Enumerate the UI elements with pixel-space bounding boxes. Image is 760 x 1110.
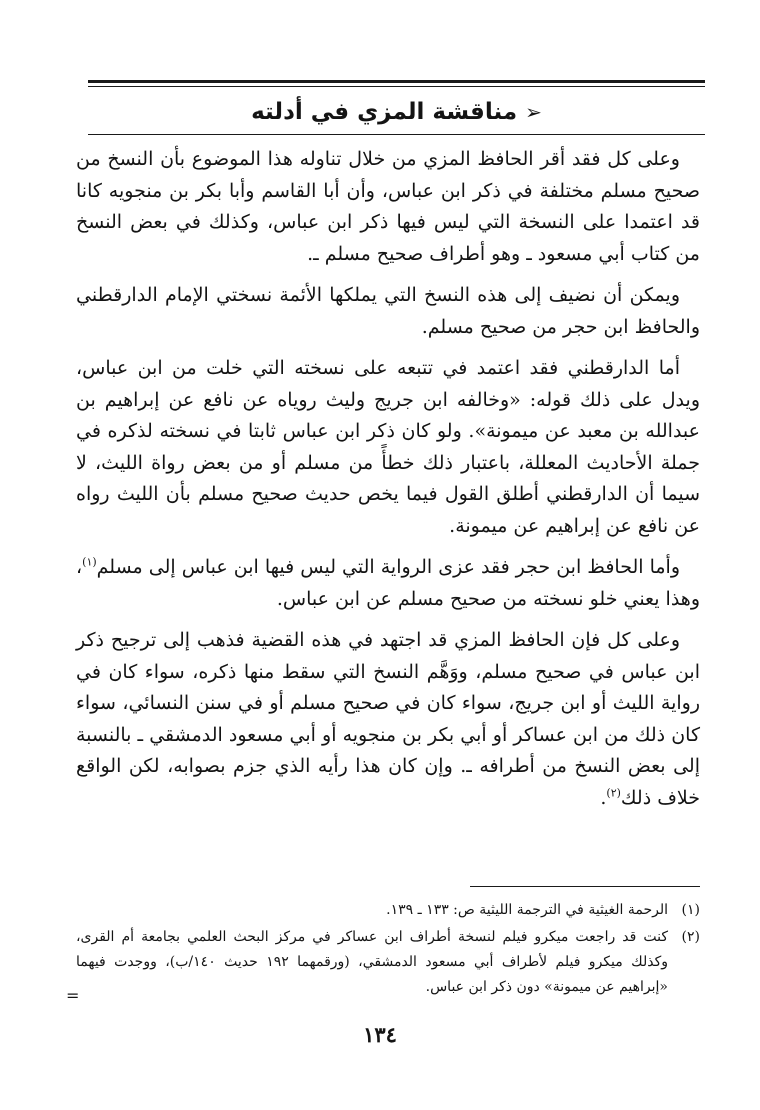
footnote	[76, 898, 700, 923]
arrow-bullet-icon: ➢	[525, 100, 542, 124]
paragraph: وعلى كل فقد أقر الحافظ المزي من خلال تناوله هذا الموضوع بأن النسخ من صحيح مسلم مختلفة في ذكر ابن عباس، وأن أبا القاسم وأبا بكر بن منجويه كانا قد اعتمدا على النسخة التي ليس فيها ذكر ابن عباس، وكذلك في بعض النسخ من كتاب أبي مسعود ـ وهو أطراف صحيح مسلم ـ.	[76, 148, 700, 265]
footnote-text: كنت قد راجعت ميكرو فيلم لنسخة أطراف ابن عساكر في مركز البحث العلمي بجامعة أم القرى، وكذلك ميكرو فيلم لأطراف أبي مسعود الدمشقي، (ورقمهما ١٩٢ حديث ١٤٠/ب)، ووجدت فيهما «إبراهيم عن ميمونة» دون ذكر ابن عباس.	[76, 929, 669, 995]
top-rule-thin	[88, 86, 705, 87]
footnote-ref: (٢)	[606, 786, 621, 800]
paragraph: ويمكن أن نضيف إلى هذه النسخ التي يملكها الأئمة نسختي الإمام الدارقطني والحافظ ابن حجر من صحيح مسلم.	[76, 284, 700, 338]
footnote	[76, 925, 700, 1000]
paragraph-text: وعلى كل فإن الحافظ المزي قد اجتهد في هذه القضية فذهب إلى ترجيح ذكر ابن عباس في صحيح مسلم، ووَهَّم النسخ التي سقط منها ذكره، سواء كان في رواية الليث أو ابن جريج، سواء كان في صحيح مسلم أو في سنن النسائي، سواء كان ذلك من ابن عساكر أو أبي بكر بن منجويه أو أبي مسعود الدمشقي ـ بالنسبة إلى بعض النسخ من أطرافه ـ. وإن كان هذا رأيه الذي جزم بصوابه، لكن الواقع خلاف ذلك	[76, 629, 700, 809]
paragraph-text: .	[600, 786, 607, 809]
section-heading	[88, 94, 705, 130]
continuation-mark: =	[66, 986, 80, 1005]
footnote-number: (١)	[681, 902, 700, 918]
footnote-ref: (١)	[82, 555, 97, 569]
paragraph	[76, 552, 700, 615]
heading-title: مناقشة المزي في أدلته	[251, 99, 518, 125]
paragraph-text: ، وهذا يعني خلو نسخته من صحيح مسلم عن ابن عباس.	[76, 556, 700, 610]
footnote-text: الرحمة الغيثية في الترجمة الليثية ص: ١٣٣ ـ ١٣٩.	[386, 902, 668, 918]
main-text	[76, 144, 700, 824]
page-number: ١٣٤	[363, 1022, 397, 1047]
paragraph: أما الدارقطني فقد اعتمد في تتبعه على نسخته التي خلت من ابن عباس، ويدل على ذلك قوله: «وخالفه ابن جريج وليث روياه عن نافع عن إبراهيم بن عبدالله بن معبد عن ميمونة». ولو كان ذكر ابن عباس ثابتا في نسخته لذكره في جملة الأحاديث المعللة، باعتبار ذلك خطأً من مسلم أو من بعض رواة الليث، لا سيما أن الدارقطني أطلق القول فيما يخص حديث صحيح مسلم بأن الليث رواه عن نافع عن إبراهيم عن ميمونة.	[76, 357, 700, 537]
footnote-separator	[470, 886, 700, 887]
footnote-number: (٢)	[681, 929, 700, 945]
paragraph	[76, 625, 700, 814]
footnotes	[76, 898, 700, 1002]
heading-bottom-rule	[88, 134, 705, 135]
paragraph-text: وأما الحافظ ابن حجر فقد عزى الرواية التي ليس فيها ابن عباس إلى مسلم	[96, 556, 680, 578]
top-rule-thick	[88, 80, 705, 83]
